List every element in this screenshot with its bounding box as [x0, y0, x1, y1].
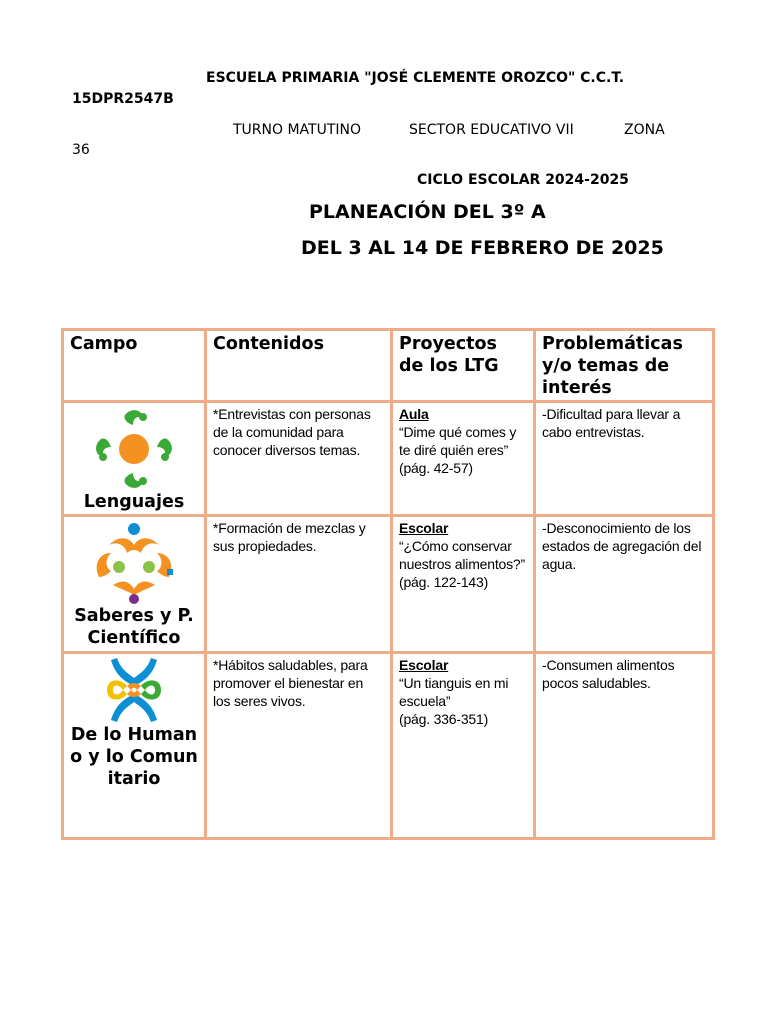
proyecto-name: “Un tianguis en mi escuela”: [399, 675, 509, 709]
contenido-cell: [206, 653, 392, 839]
zona-label: ZONA: [624, 122, 665, 138]
school-cycle: CICLO ESCOLAR 2024-2025: [417, 172, 629, 188]
school-cct: 15DPR2547B: [72, 91, 174, 107]
problematica-cell: [535, 516, 714, 653]
proyecto-cell: [392, 653, 535, 839]
problematica-cell: [535, 653, 714, 839]
proyecto-pages: (pág. 122-143): [399, 574, 489, 590]
proyecto-cell: [392, 516, 535, 653]
problematica-cell: [535, 402, 714, 516]
proyecto-pages: (pág. 42-57): [399, 460, 473, 476]
proyecto-cell: [392, 402, 535, 516]
page-title: PLANEACIÓN DEL 3º A: [309, 201, 546, 223]
sector-label: SECTOR EDUCATIVO VII: [409, 122, 574, 138]
proyecto-pages: (pág. 336-351): [399, 711, 489, 727]
contenido-text: *Hábitos saludables, para promover el bienestar en los seres vivos.: [213, 657, 368, 709]
proyecto-type: Escolar: [399, 657, 449, 673]
header-contenidos: Contenidos: [206, 330, 392, 402]
campo-label: De lo Humano y lo Comunitario: [70, 725, 198, 789]
table-header-row: [63, 330, 714, 402]
school-name: ESCUELA PRIMARIA "JOSÉ CLEMENTE OROZCO" C.C.T.: [206, 70, 625, 86]
problematica-text: -Consumen alimentos pocos saludables.: [542, 657, 675, 691]
table-row: [63, 402, 714, 516]
proyecto-type: Escolar: [399, 520, 449, 536]
proyecto-type: Aula: [399, 406, 429, 422]
turno-label: TURNO MATUTINO: [233, 122, 362, 138]
header-campo: Campo: [63, 330, 206, 402]
problematica-text: -Dificultad para llevar a cabo entrevistas.: [542, 406, 681, 440]
problematica-text: -Desconocimiento de los estados de agregación del agua.: [542, 520, 702, 572]
table-row: [63, 516, 714, 653]
campo-cell: [63, 653, 206, 839]
humano-comunitario-icon: [89, 656, 179, 724]
saberes-icon: [89, 519, 179, 605]
contenido-cell: [206, 516, 392, 653]
header-problematicas: Problemáticas y/o temas de interés: [535, 330, 714, 402]
contenido-text: *Entrevistas con personas de la comunidad para conocer diversos temas.: [213, 406, 371, 458]
proyecto-name: “Dime qué comes y te diré quién eres”: [399, 424, 517, 458]
contenido-text: *Formación de mezclas y sus propiedades.: [213, 520, 366, 554]
page-dates: DEL 3 AL 14 DE FEBRERO DE 2025: [301, 237, 664, 259]
campo-cell: [63, 402, 206, 516]
contenido-cell: [206, 402, 392, 516]
campo-label: Saberes y P. Científico: [74, 606, 194, 648]
campo-label: Lenguajes: [83, 492, 185, 512]
zona-number: 36: [72, 142, 90, 158]
header-proyectos: Proyectos de los LTG: [392, 330, 535, 402]
planning-table: [61, 328, 715, 840]
campo-cell: [63, 516, 206, 653]
proyecto-name: “¿Cómo conservar nuestros alimentos?”: [399, 538, 525, 572]
lenguajes-icon: [89, 405, 179, 491]
table-row: [63, 653, 714, 839]
